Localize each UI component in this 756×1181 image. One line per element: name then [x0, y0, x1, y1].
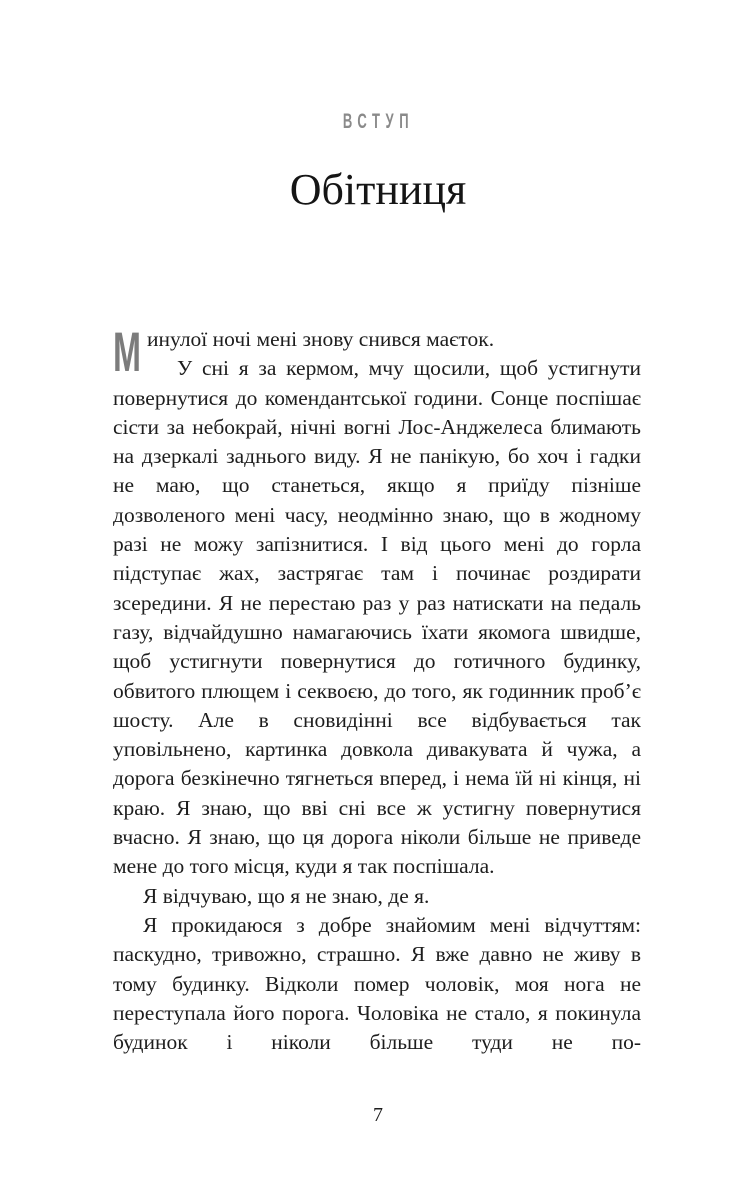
paragraph: У сні я за кермом, мчу щосили, щоб устигнути повернутися до комендантської години. Сонце поспішає сісти за небокрай, нічні вогні Лос-Анджелеса блимають на дзеркалі заднього виду. Я не панікую, бо хоч і гадки не маю, що станеться, якщо я приїду пізніше дозволеного мені часу, неодмінно знаю, що в жодному разі не можу запізнитися. І від цього мені до горла підступає жах, застрягає там і починає роздирати зсередини. Я не перестаю раз у раз натискати на педаль газу, відчайдушно намагаючись їхати якомога швидше, щоб устигнути повернутися до готичного будинку, обвитого плющем і секвоєю, до того, як годинник проб’є шосту. Але в сновидінні все відбувається так уповільнено, картинка довкола дивакувата й чужа, а дорога безкінечно тягнеться вперед, і нема їй ні кінця, ні краю. Я знаю, що вві сні все ж устигну повернутися вчасно. Я знаю, що ця дорога ніколи більше не приведе мене до того місця, куди я так поспішала.	[113, 356, 641, 879]
chapter-title: Обітниця	[289, 165, 467, 215]
chapter-kicker-wrap	[0, 110, 756, 134]
body-text	[113, 320, 641, 1057]
paragraph: Я прокидаюся з добре знайомим мені відчуттям: паскудно, тривожно, страшно. Я вже давно не живу в тому будинку. Відколи помер чоловік, моя нога не переступала його порога. Чоловіка не стало, я покинула будинок і ніколи більше туди не по-	[113, 912, 641, 1055]
paragraph: инулої ночі мені знову снився маєток.	[147, 327, 495, 351]
drop-cap-letter: М	[113, 320, 141, 383]
chapter-kicker: ВСТУП	[342, 110, 414, 133]
drop-cap	[113, 320, 144, 383]
page-number: 7	[373, 1104, 383, 1126]
paragraph: Я відчуваю, що я не знаю, де я.	[143, 883, 430, 908]
